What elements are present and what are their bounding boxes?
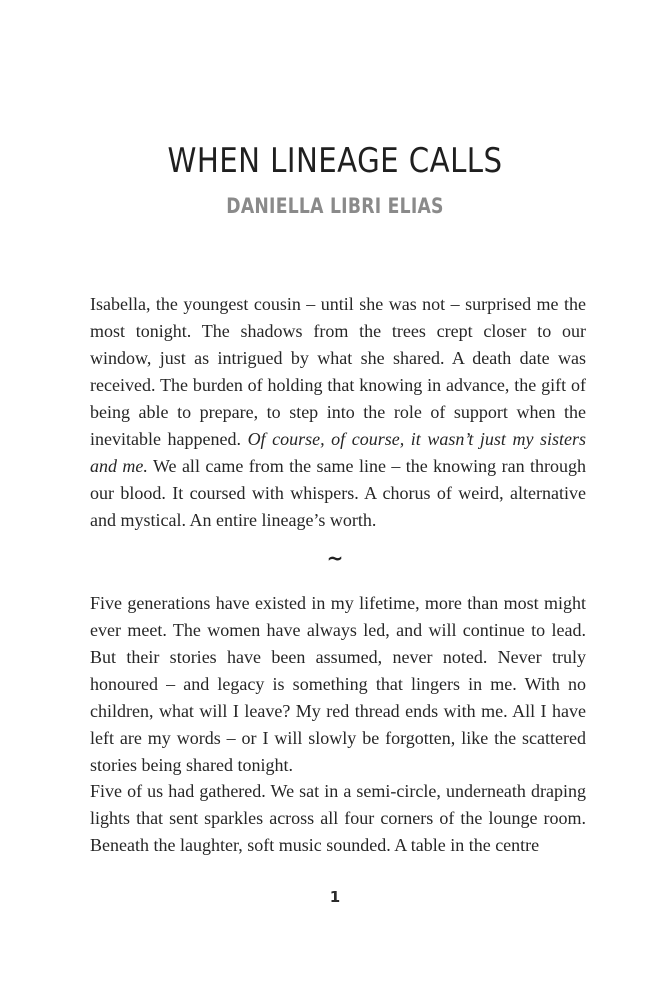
page-number: 1 [329, 888, 341, 906]
chapter-title: WHEN LINEAGE CALLS [167, 141, 503, 181]
paragraph-3: Five of us had gathered. We sat in a semi-circle, underneath draping lights that sent sparkles across all four corners of the lounge room. Beneath the laughter, soft music sounded. A table in the centre [90, 781, 586, 855]
author-name: DANIELLA LIBRI ELIAS [226, 194, 444, 218]
section-divider: ~ [326, 546, 344, 570]
paragraph-1-text-b: We all came from the same line – the knowing ran through our blood. It coursed with whispers. A chorus of weird, alternative and mystical. An entire lineage’s worth. [90, 456, 586, 530]
paragraph-1-italic: Of course, of course, it wasn’t just my sisters and me. [90, 429, 586, 476]
paragraph-1-text-a: Isabella, the youngest cousin – until she was not – surprised me the most tonight. The shadows from the trees crept closer to our window, just as intrigued by what she shared. A death date was received. The burden of holding that knowing in advance, the gift of being able to prepare, to step into the role of support when the inevitable happened. [90, 294, 586, 449]
paragraph-2: Five generations have existed in my lifetime, more than most might ever meet. The women have always led, and will continue to lead. But their stories have been assumed, never noted. Never truly honoured – and legacy is something that lingers in me. With no children, what will I leave? My red thread ends with me. All I have left are my words – or I will slowly be forgotten, like the scattered stories being shared tonight. [90, 593, 586, 775]
paragraph-1 [90, 291, 586, 534]
